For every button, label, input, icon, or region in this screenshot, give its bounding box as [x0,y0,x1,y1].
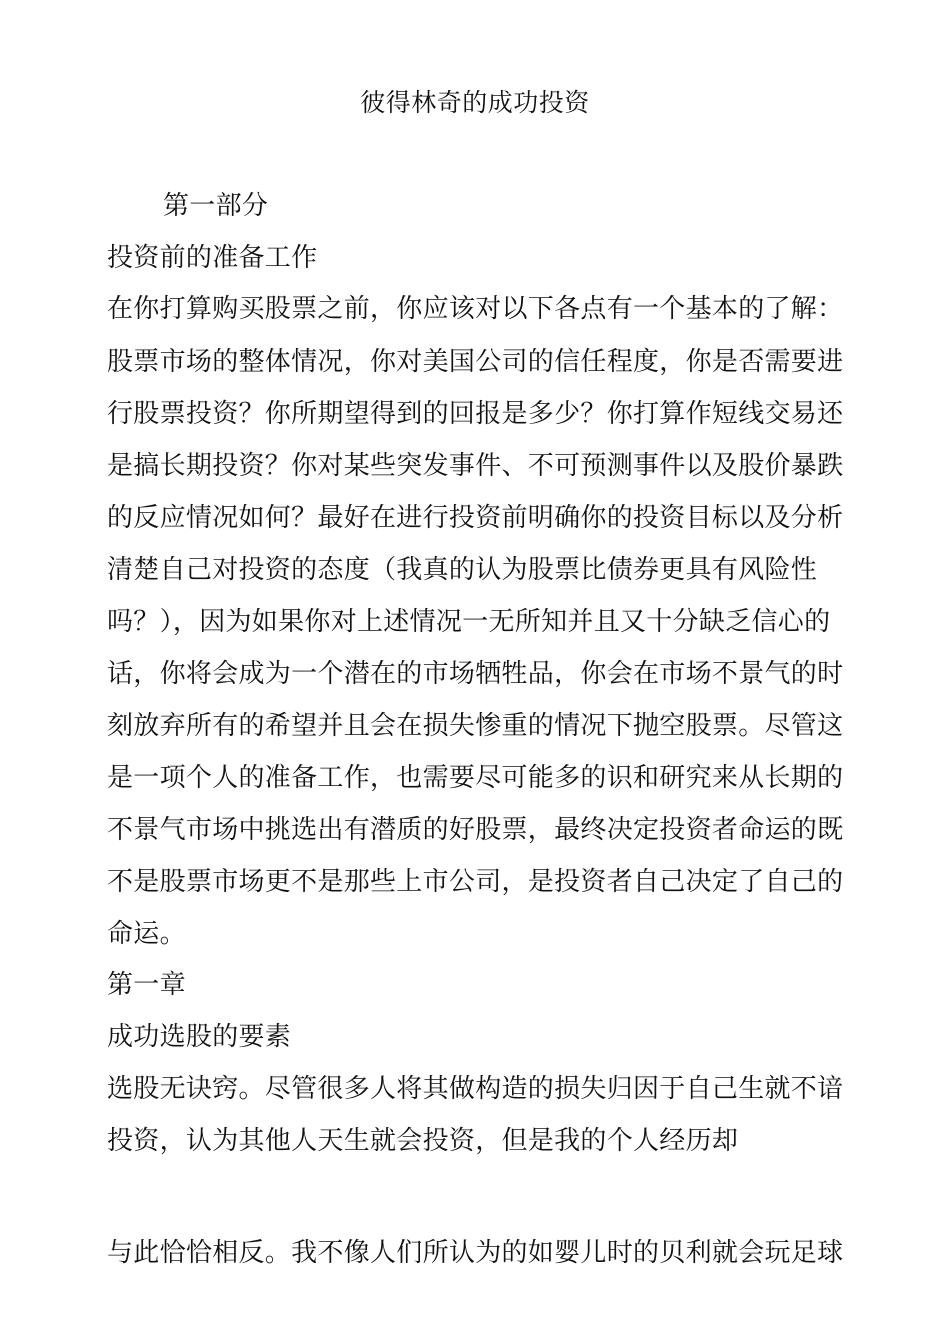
section-heading: 投资前的准备工作 [107,243,318,273]
chapter-title: 成功选股的要素 [107,1022,292,1052]
paragraph-line: 在你打算购买股票之前，你应该对以下各点有一个基本的了解： [107,294,844,324]
paragraph-line: 话，你将会成为一个潜在的市场牺牲品，你会在市场不景气的时 [107,659,844,689]
paragraph-line: 是搞长期投资？你对某些突发事件、不可预测事件以及股价暴跌 [107,451,844,481]
paragraph-line: 不是股票市场更不是那些上市公司，是投资者自己决定了自己的 [107,867,844,897]
paragraph-line: 选股无诀窍。尽管很多人将其做构造的损失归因于自己生就不谙 [107,1074,844,1104]
paragraph-line: 刻放弃所有的希望并且会在损失惨重的情况下抛空股票。尽管这 [107,711,844,741]
part-heading: 第一部分 [163,191,269,221]
paragraph-line: 吗？），因为如果你对上述情况一无所知并且又十分缺乏信心的 [107,607,831,637]
paragraph-line: 的反应情况如何？最好在进行投资前明确你的投资目标以及分析 [107,503,844,533]
paragraph-line: 与此恰恰相反。我不像人们所认为的如婴儿时的贝利就会玩足球 [107,1238,844,1268]
paragraph-line: 行股票投资？你所期望得到的回报是多少？你打算作短线交易还 [107,399,844,429]
chapter-heading: 第一章 [107,970,186,1000]
paragraph-line: 命运。 [107,919,186,949]
paragraph-line: 清楚自己对投资的态度（我真的认为股票比债券更具有风险性 [107,555,818,585]
paragraph-line: 是一项个人的准备工作，也需要尽可能多的识和研究来从长期的 [107,763,844,793]
paragraph-line: 投资，认为其他人天生就会投资，但是我的个人经历却 [107,1126,739,1156]
paragraph-line: 股票市场的整体情况，你对美国公司的信任程度，你是否需要进 [107,347,844,377]
paragraph-line: 不景气市场中挑选出有潜质的好股票，最终决定投资者命运的既 [107,815,844,845]
document-title: 彼得林奇的成功投资 [360,88,590,117]
